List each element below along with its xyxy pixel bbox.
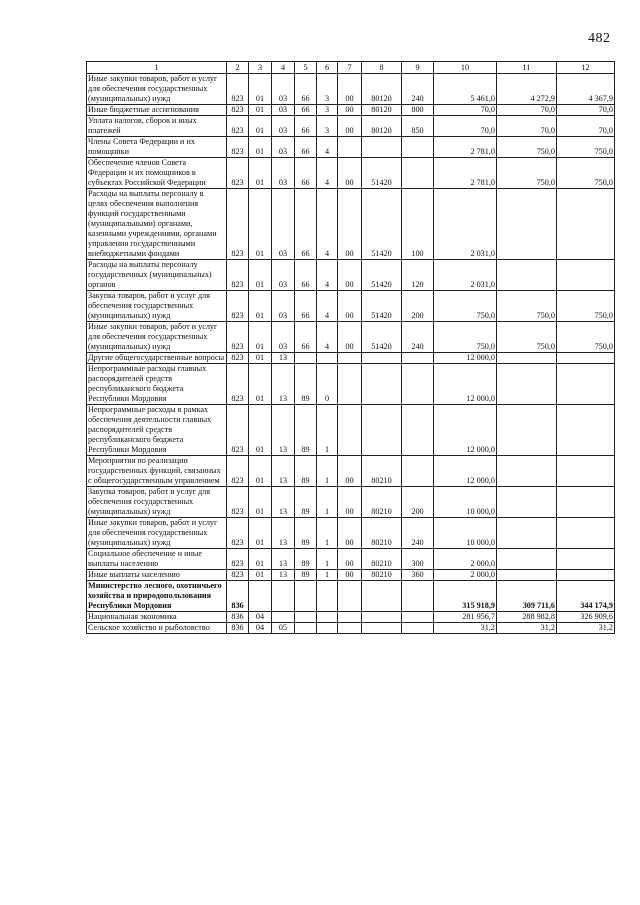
cell-section: 01	[249, 105, 272, 116]
cell-amount-year3: 4 367,9	[557, 74, 615, 105]
cell-amount-year3	[557, 456, 615, 487]
cell-amount-year1: 2 000,0	[434, 549, 497, 570]
cell-amount-year2: 750,0	[497, 158, 557, 189]
cell-event: 00	[338, 105, 362, 116]
cell-program: 89	[295, 518, 317, 549]
cell-expense-type: 200	[402, 487, 434, 518]
cell-amount-year1: 31,2	[434, 623, 497, 634]
cell-amount-year1: 281 956,7	[434, 612, 497, 623]
cell-direction: 51420	[362, 158, 402, 189]
cell-direction: 80210	[362, 487, 402, 518]
table-row	[87, 137, 615, 158]
cell-direction: 51420	[362, 291, 402, 322]
cell-amount-year3: 750,0	[557, 137, 615, 158]
cell-expense-type: 300	[402, 549, 434, 570]
cell-ministry-code: 823	[227, 74, 249, 105]
cell-ministry-code: 823	[227, 487, 249, 518]
cell-direction: 51420	[362, 260, 402, 291]
cell-subprogram	[317, 623, 338, 634]
cell-event: 00	[338, 116, 362, 137]
cell-program: 66	[295, 260, 317, 291]
cell-direction: 80120	[362, 116, 402, 137]
cell-amount-year2	[497, 260, 557, 291]
table-row	[87, 291, 615, 322]
cell-event: 00	[338, 518, 362, 549]
cell-subsection: 13	[272, 570, 295, 581]
cell-subsection: 13	[272, 353, 295, 364]
cell-amount-year1: 70,0	[434, 105, 497, 116]
cell-direction	[362, 612, 402, 623]
cell-direction: 80210	[362, 549, 402, 570]
cell-event: 00	[338, 456, 362, 487]
header-row	[87, 62, 615, 74]
cell-section: 01	[249, 158, 272, 189]
cell-subprogram: 0	[317, 364, 338, 405]
cell-subprogram: 1	[317, 405, 338, 456]
cell-section: 01	[249, 189, 272, 260]
cell-section: 01	[249, 570, 272, 581]
cell-amount-year1: 70,0	[434, 116, 497, 137]
cell-amount-year3	[557, 549, 615, 570]
cell-amount-year2	[497, 189, 557, 260]
cell-subsection	[272, 581, 295, 612]
cell-ministry-code: 836	[227, 623, 249, 634]
cell-amount-year1: 5 461,0	[434, 74, 497, 105]
cell-section: 01	[249, 116, 272, 137]
cell-expense-name: Расходы на выплаты персоналу государственных (муниципальных) органов	[87, 260, 227, 291]
cell-direction	[362, 364, 402, 405]
cell-event	[338, 137, 362, 158]
cell-amount-year1: 2 031,0	[434, 260, 497, 291]
cell-amount-year2: 309 711,6	[497, 581, 557, 612]
cell-expense-name: Иные бюджетные ассигнования	[87, 105, 227, 116]
cell-amount-year2	[497, 405, 557, 456]
cell-direction: 80210	[362, 518, 402, 549]
cell-program: 66	[295, 74, 317, 105]
cell-program: 66	[295, 158, 317, 189]
table-row	[87, 353, 615, 364]
cell-section: 01	[249, 137, 272, 158]
cell-amount-year3	[557, 364, 615, 405]
cell-ministry-code: 823	[227, 570, 249, 581]
cell-ministry-code: 823	[227, 405, 249, 456]
cell-program	[295, 612, 317, 623]
cell-expense-type	[402, 623, 434, 634]
cell-section: 01	[249, 518, 272, 549]
page-number: 482	[588, 31, 611, 46]
cell-expense-name: Члены Совета Федерации и их помощники	[87, 137, 227, 158]
cell-ministry-code: 823	[227, 456, 249, 487]
cell-subprogram	[317, 612, 338, 623]
column-header: 9	[402, 62, 434, 74]
cell-expense-name: Уплата налогов, сборов и иных платежей	[87, 116, 227, 137]
table-row	[87, 612, 615, 623]
column-header: 2	[227, 62, 249, 74]
cell-event: 00	[338, 189, 362, 260]
cell-expense-type: 200	[402, 291, 434, 322]
cell-subsection: 13	[272, 487, 295, 518]
cell-program: 89	[295, 364, 317, 405]
cell-program: 66	[295, 105, 317, 116]
cell-subsection: 03	[272, 116, 295, 137]
cell-expense-type: 240	[402, 518, 434, 549]
cell-expense-name: Национальная экономика	[87, 612, 227, 623]
cell-amount-year2: 70,0	[497, 116, 557, 137]
cell-amount-year3	[557, 570, 615, 581]
cell-subprogram: 3	[317, 105, 338, 116]
cell-direction	[362, 405, 402, 456]
cell-amount-year3: 344 174,9	[557, 581, 615, 612]
cell-subprogram: 4	[317, 322, 338, 353]
cell-amount-year1: 2 000,0	[434, 570, 497, 581]
cell-subprogram	[317, 581, 338, 612]
cell-amount-year2	[497, 456, 557, 487]
cell-program: 66	[295, 137, 317, 158]
cell-amount-year2: 750,0	[497, 322, 557, 353]
column-header: 4	[272, 62, 295, 74]
cell-expense-type	[402, 612, 434, 623]
cell-expense-name: Обеспечение членов Совета Федерации и их помощников в субъектах Российской Федерации	[87, 158, 227, 189]
cell-event: 00	[338, 322, 362, 353]
column-header: 5	[295, 62, 317, 74]
cell-amount-year3	[557, 518, 615, 549]
cell-event: 00	[338, 549, 362, 570]
cell-program: 89	[295, 405, 317, 456]
cell-expense-type	[402, 456, 434, 487]
cell-section: 01	[249, 487, 272, 518]
cell-program: 66	[295, 291, 317, 322]
cell-expense-name: Закупка товаров, работ и услуг для обеспечения государственных (муниципальных) нужд	[87, 487, 227, 518]
cell-subprogram: 1	[317, 456, 338, 487]
cell-amount-year1: 10 000,0	[434, 518, 497, 549]
cell-section	[249, 581, 272, 612]
cell-expense-type	[402, 353, 434, 364]
cell-direction: 80120	[362, 105, 402, 116]
cell-ministry-code: 823	[227, 291, 249, 322]
cell-event	[338, 623, 362, 634]
cell-amount-year3: 326 909,6	[557, 612, 615, 623]
cell-amount-year2: 750,0	[497, 291, 557, 322]
cell-event: 00	[338, 74, 362, 105]
table-row	[87, 189, 615, 260]
cell-direction	[362, 623, 402, 634]
cell-amount-year2: 4 272,9	[497, 74, 557, 105]
cell-amount-year1: 2 781,0	[434, 158, 497, 189]
cell-ministry-code: 823	[227, 158, 249, 189]
cell-amount-year3: 750,0	[557, 322, 615, 353]
cell-subsection: 03	[272, 322, 295, 353]
cell-program	[295, 623, 317, 634]
cell-ministry-code: 823	[227, 116, 249, 137]
cell-subsection: 13	[272, 364, 295, 405]
cell-amount-year2: 750,0	[497, 137, 557, 158]
cell-subprogram: 4	[317, 291, 338, 322]
cell-subsection: 03	[272, 137, 295, 158]
cell-event	[338, 405, 362, 456]
cell-expense-name: Иные выплаты населению	[87, 570, 227, 581]
table-row	[87, 623, 615, 634]
cell-expense-name: Расходы на выплаты персоналу в целях обеспечения выполнения функций государственными (муниципальными) органами, казенными учреждениями, органами управления государственными внебюджетными фондами	[87, 189, 227, 260]
cell-section: 01	[249, 260, 272, 291]
cell-expense-name: Иные закупки товаров, работ и услуг для обеспечения государственных (муниципальных) нужд	[87, 74, 227, 105]
cell-section: 01	[249, 364, 272, 405]
cell-amount-year1: 12 000,0	[434, 405, 497, 456]
column-header: 11	[497, 62, 557, 74]
cell-event	[338, 364, 362, 405]
cell-ministry-code: 823	[227, 189, 249, 260]
cell-amount-year2	[497, 570, 557, 581]
cell-section: 01	[249, 549, 272, 570]
cell-expense-type: 120	[402, 260, 434, 291]
cell-direction: 80210	[362, 456, 402, 487]
table-row	[87, 581, 615, 612]
cell-amount-year3	[557, 353, 615, 364]
cell-subsection: 03	[272, 291, 295, 322]
table-row	[87, 158, 615, 189]
cell-subsection: 13	[272, 549, 295, 570]
cell-event	[338, 353, 362, 364]
cell-amount-year3: 70,0	[557, 116, 615, 137]
cell-subprogram	[317, 353, 338, 364]
cell-ministry-code: 823	[227, 364, 249, 405]
cell-subsection: 03	[272, 260, 295, 291]
table-row	[87, 116, 615, 137]
cell-program: 66	[295, 189, 317, 260]
cell-ministry-code: 823	[227, 322, 249, 353]
cell-amount-year2: 288 982,8	[497, 612, 557, 623]
cell-subprogram: 3	[317, 116, 338, 137]
budget-table	[86, 61, 615, 634]
cell-subsection: 03	[272, 158, 295, 189]
cell-event: 00	[338, 570, 362, 581]
cell-amount-year1: 12 000,0	[434, 364, 497, 405]
table-row	[87, 456, 615, 487]
cell-expense-name: Министерство лесного, охотничьего хозяйства и природопользования Республики Мордовия	[87, 581, 227, 612]
cell-subprogram: 4	[317, 158, 338, 189]
column-header: 10	[434, 62, 497, 74]
cell-subsection: 03	[272, 74, 295, 105]
cell-program	[295, 581, 317, 612]
cell-expense-name: Закупка товаров, работ и услуг для обеспечения государственных (муниципальных) нужд	[87, 291, 227, 322]
cell-amount-year3: 31,2	[557, 623, 615, 634]
cell-amount-year3	[557, 189, 615, 260]
cell-ministry-code: 823	[227, 260, 249, 291]
cell-direction: 51420	[362, 322, 402, 353]
cell-ministry-code: 823	[227, 137, 249, 158]
cell-ministry-code: 836	[227, 581, 249, 612]
cell-expense-name: Непрограммные расходы в рамках обеспечения деятельности главных распорядителей средств республиканского бюджета Республики Мордовия	[87, 405, 227, 456]
cell-direction	[362, 137, 402, 158]
cell-event: 00	[338, 158, 362, 189]
cell-expense-name: Непрограммные расходы главных распорядителей средств республиканского бюджета Республики Мордовия	[87, 364, 227, 405]
cell-ministry-code: 823	[227, 518, 249, 549]
cell-amount-year3	[557, 260, 615, 291]
cell-expense-name: Социальное обеспечение и иные выплаты населению	[87, 549, 227, 570]
cell-program: 66	[295, 322, 317, 353]
cell-program: 89	[295, 570, 317, 581]
cell-expense-type	[402, 137, 434, 158]
cell-expense-type: 240	[402, 322, 434, 353]
cell-subprogram: 4	[317, 137, 338, 158]
cell-expense-type	[402, 405, 434, 456]
cell-section: 01	[249, 291, 272, 322]
table-row	[87, 260, 615, 291]
cell-amount-year1: 12 000,0	[434, 353, 497, 364]
cell-event: 00	[338, 487, 362, 518]
cell-amount-year3: 70,0	[557, 105, 615, 116]
cell-subprogram: 1	[317, 487, 338, 518]
cell-expense-name: Сельское хозяйство и рыболовство	[87, 623, 227, 634]
column-header: 8	[362, 62, 402, 74]
table-body	[87, 74, 615, 634]
cell-direction	[362, 353, 402, 364]
table-row	[87, 74, 615, 105]
table-row	[87, 518, 615, 549]
cell-ministry-code: 836	[227, 612, 249, 623]
cell-amount-year2	[497, 487, 557, 518]
cell-expense-type: 850	[402, 116, 434, 137]
table-row	[87, 322, 615, 353]
cell-direction	[362, 581, 402, 612]
cell-expense-type	[402, 581, 434, 612]
cell-ministry-code: 823	[227, 549, 249, 570]
cell-subsection: 03	[272, 189, 295, 260]
cell-expense-type	[402, 158, 434, 189]
cell-expense-type: 800	[402, 105, 434, 116]
cell-amount-year3	[557, 405, 615, 456]
cell-section: 01	[249, 405, 272, 456]
cell-amount-year1: 10 000,0	[434, 487, 497, 518]
cell-direction: 80120	[362, 74, 402, 105]
cell-amount-year1: 12 000,0	[434, 456, 497, 487]
cell-section: 04	[249, 612, 272, 623]
cell-program: 89	[295, 487, 317, 518]
cell-event: 00	[338, 291, 362, 322]
cell-amount-year2: 31,2	[497, 623, 557, 634]
cell-section: 04	[249, 623, 272, 634]
table-row	[87, 105, 615, 116]
cell-subsection	[272, 612, 295, 623]
cell-program: 66	[295, 116, 317, 137]
cell-subsection: 13	[272, 456, 295, 487]
cell-event	[338, 581, 362, 612]
cell-amount-year1: 2 031,0	[434, 189, 497, 260]
cell-section: 01	[249, 74, 272, 105]
cell-program	[295, 353, 317, 364]
cell-amount-year2	[497, 353, 557, 364]
cell-section: 01	[249, 322, 272, 353]
table-row	[87, 405, 615, 456]
cell-amount-year1: 315 918,9	[434, 581, 497, 612]
column-header: 12	[557, 62, 615, 74]
cell-event: 00	[338, 260, 362, 291]
cell-subsection: 13	[272, 405, 295, 456]
cell-ministry-code: 823	[227, 353, 249, 364]
cell-expense-type	[402, 364, 434, 405]
cell-expense-type: 240	[402, 74, 434, 105]
cell-subprogram: 1	[317, 518, 338, 549]
cell-amount-year2: 70,0	[497, 105, 557, 116]
cell-event	[338, 612, 362, 623]
cell-subsection: 05	[272, 623, 295, 634]
cell-expense-name: Иные закупки товаров, работ и услуг для обеспечения государственных (муниципальных) нужд	[87, 518, 227, 549]
cell-amount-year3	[557, 487, 615, 518]
cell-amount-year1: 750,0	[434, 291, 497, 322]
cell-amount-year2	[497, 549, 557, 570]
cell-amount-year1: 750,0	[434, 322, 497, 353]
cell-subsection: 03	[272, 105, 295, 116]
cell-expense-type: 100	[402, 189, 434, 260]
cell-section: 01	[249, 353, 272, 364]
table-row	[87, 487, 615, 518]
cell-section: 01	[249, 456, 272, 487]
cell-amount-year3: 750,0	[557, 158, 615, 189]
cell-direction: 51420	[362, 189, 402, 260]
cell-amount-year1: 2 781,0	[434, 137, 497, 158]
table-row	[87, 364, 615, 405]
cell-amount-year3: 750,0	[557, 291, 615, 322]
cell-amount-year2	[497, 364, 557, 405]
cell-program: 89	[295, 549, 317, 570]
cell-ministry-code: 823	[227, 105, 249, 116]
cell-program: 89	[295, 456, 317, 487]
cell-direction: 80210	[362, 570, 402, 581]
cell-subsection: 13	[272, 518, 295, 549]
column-header: 1	[87, 62, 227, 74]
column-header: 3	[249, 62, 272, 74]
table-row	[87, 570, 615, 581]
cell-amount-year2	[497, 518, 557, 549]
cell-expense-name: Другие общегосударственные вопросы	[87, 353, 227, 364]
cell-subprogram: 4	[317, 260, 338, 291]
cell-expense-name: Мероприятия по реализации государственных функций, связанных с общегосударственным управлением	[87, 456, 227, 487]
column-header: 6	[317, 62, 338, 74]
cell-expense-type: 360	[402, 570, 434, 581]
column-header: 7	[338, 62, 362, 74]
cell-subprogram: 1	[317, 549, 338, 570]
cell-subprogram: 3	[317, 74, 338, 105]
table-row	[87, 549, 615, 570]
cell-subprogram: 1	[317, 570, 338, 581]
cell-subprogram: 4	[317, 189, 338, 260]
cell-expense-name: Иные закупки товаров, работ и услуг для обеспечения государственных (муниципальных) нужд	[87, 322, 227, 353]
